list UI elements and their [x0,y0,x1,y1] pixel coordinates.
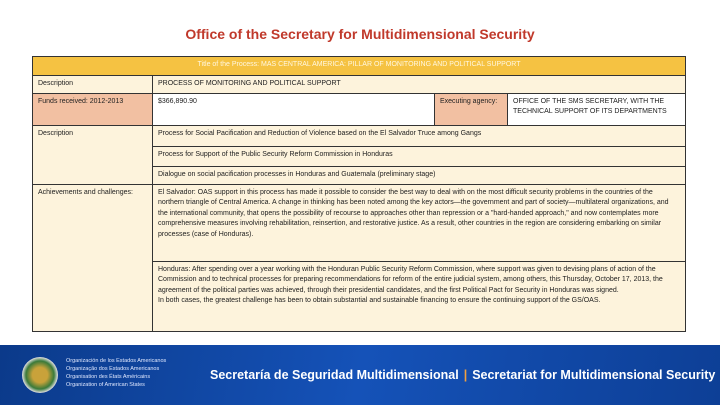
separator: | [463,368,468,382]
honduras-cell [153,261,686,331]
org-name: Organization of American States [66,382,145,388]
table-header: Title of the Process: MAS CENTRAL AMERICA: PILLAR OF MONITORING AND POLITICAL SUPPORT [33,57,686,76]
secretariat-name [210,368,715,382]
conclusion-text: In both cases, the greatest challenge has been to obtain substantial and sustainable financing to ensure the continuing support of the GS/OAS. [158,297,601,304]
funds-label: Funds received: 2012-2013 [33,93,153,125]
achievements-label: Achievements and challenges: [33,184,153,331]
org-name: Organisation des États Américains [66,374,151,380]
org-names [66,357,166,389]
page-title: Office of the Secretary for Multidimensional Security [185,26,535,42]
description-item: Dialogue on social pacification processes in Honduras and Guatemala (preliminary stage) [153,166,686,184]
footer-banner [0,345,720,405]
secretariat-english: Secretariat for Multidimensional Security [472,368,716,382]
org-name: Organização dos Estados Americanos [66,366,160,372]
description-value: PROCESS OF MONITORING AND POLITICAL SUPPORT [153,76,686,94]
honduras-text: Honduras: After spending over a year working with the Honduran Public Security Reform Commission, where support was given to devising plans of action of the Commission and to technical processes for preparing recommendations for reform of the entire judicial system, among others, this Thursday, October 17, 2013, the agreement of the political parties was achieved, through their presidential candidates, and the first Political Pact for Security in Honduras was signed. [158,265,663,294]
process-table [32,56,686,332]
description-item: Process for Support of the Public Security Reform Commission in Honduras [153,146,686,166]
agency-value: OFFICE OF THE SMS SECRETARY, WITH THE TECHNICAL SUPPORT OF ITS DEPARTMENTS [508,93,686,125]
secretariat-spanish: Secretaría de Seguridad Multidimensional [210,368,459,382]
funds-value: $366,890.90 [153,93,435,125]
oas-seal-icon [22,357,58,393]
agency-label: Executing agency: [435,93,508,125]
description-label: Description [33,76,153,94]
description-item: Process for Social Pacification and Reduction of Violence based on the El Salvador Truce among Gangs [153,125,686,146]
el-salvador-text: El Salvador: OAS support in this process has made it possible to consider the best way to deal with on the most difficult security problems in the countries of the northern triangle of Central America. A change in thinking has been noted among the key actors—the government and part of society—multilateral organizations, and the international community, that opens the possibility of recourse to approaches other than repression or a "hard-handed approach," and now contemplates more comprehensive measures involving rehabilitation, reinsertion, and restorative justice. As a result, other countries in the region are considering embarking on similar processes (case of Honduras). [153,184,686,261]
org-name: Organización de los Estados Americanos [66,358,167,364]
description-label-2: Description [33,125,153,184]
